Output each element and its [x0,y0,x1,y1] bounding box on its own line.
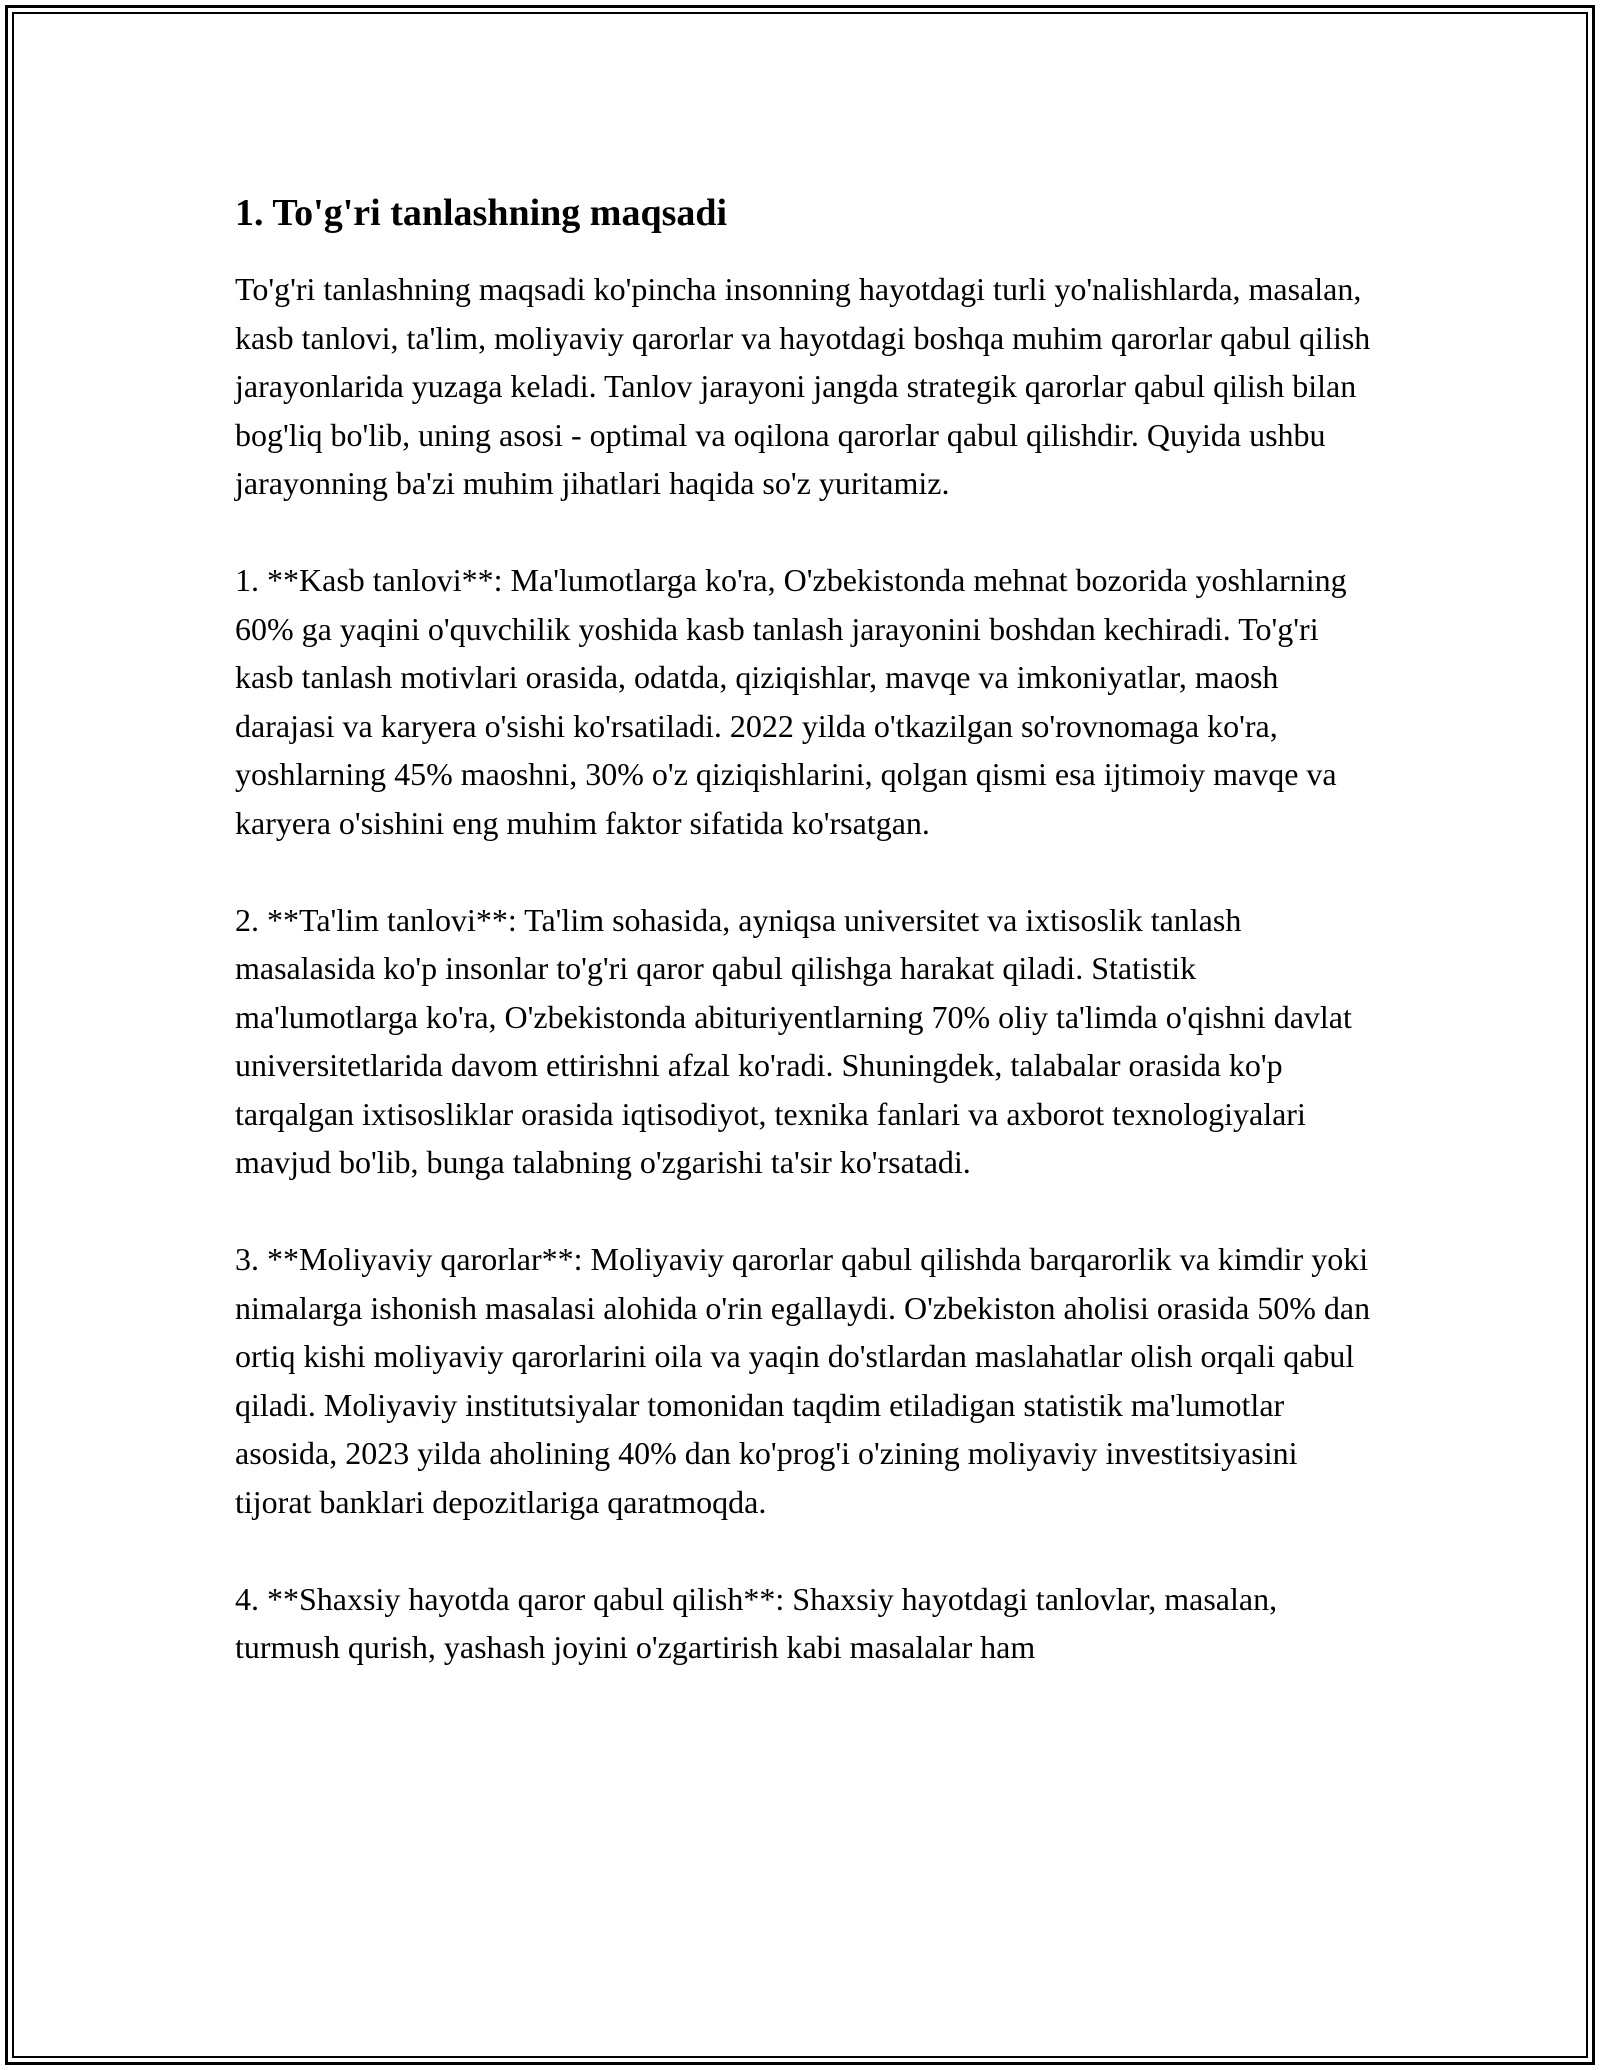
paragraph-talim-tanlovi: 2. **Ta'lim tanlovi**: Ta'lim sohasida, ayniqsa universitet va ixtisoslik tanlash masalasida ko'p insonlar to'g'ri qaror qabul qilishga harakat qiladi. Statistik ma'lumotlarga ko'ra, O'zbekistonda abituriyentlarning 70% oliy ta'limda o'qishni davlat universitetlarida davom ettirishni afzal ko'radi. Shuningdek, talabalar orasida ko'p tarqalgan ixtisosliklar orasida iqtisodiyot, texnika fanlari va axborot texnologiyalari mavjud bo'lib, bunga talabning o'zgarishi ta'sir ko'rsatadi. [235,901,1352,1180]
document-body [235,185,1375,1672]
paragraph-moliyaviy-qarorlar: 3. **Moliyaviy qarorlar**: Moliyaviy qarorlar qabul qilishda barqarorlik va kimdir yoki nimalarga ishonish masalasi alohida o'rin egallaydi. O'zbekiston aholisi orasida 50% dan ortiq kishi moliyaviy qarorlarini oila va yaqin do'stlardan maslahatlar olish orqali qabul qiladi. Moliyaviy institutsiyalar tomonidan taqdim etiladigan statistik ma'lumotlar asosida, 2023 yilda aholining 40% dan ko'prog'i o'zining moliyaviy investitsiyasini tijorat banklari depozitlariga qaratmoqda. [235,1241,1371,1520]
paragraph-shaxsiy-hayot: 4. **Shaxsiy hayotda qaror qabul qilish**: Shaxsiy hayotdagi tanlovlar, masalan, turmush qurish, yashash joyini o'zgartirish kabi masalalar ham [235,1580,1278,1665]
paragraph-intro: To'g'ri tanlashning maqsadi ko'pincha insonning hayotdagi turli yo'nalishlarda, masalan, kasb tanlovi, ta'lim, moliyaviy qarorlar va hayotdagi boshqa muhim qarorlar qabul qilish jarayonlarida yuzaga keladi. Tanlov jarayoni jangda strategik qarorlar qabul qilish bilan bog'liq bo'lib, uning asosi - optimal va oqilona qarorlar qabul qilishdir. Quyida ushbu jarayonning ba'zi muhim jihatlari haqida so'z yuritamiz. [235,271,1371,501]
paragraph-kasb-tanlovi: 1. **Kasb tanlovi**: Ma'lumotlarga ko'ra, O'zbekistonda mehnat bozorida yoshlarning 60% ga yaqini o'quvchilik yoshida kasb tanlash jarayonini boshdan kechiradi. To'g'ri kasb tanlash motivlari orasida, odatda, qiziqishlar, mavqe va imkoniyatlar, maosh darajasi va karyera o'sishi ko'rsatiladi. 2022 yilda o'tkazilgan so'rovnomaga ko'ra, yoshlarning 45% maoshni, 30% o'z qiziqishlarini, qolgan qismi esa ijtimoiy mavqe va karyera o'sishini eng muhim faktor sifatida ko'rsatgan. [235,562,1347,841]
section-heading: 1. To'g'ri tanlashning maqsadi [235,192,728,234]
